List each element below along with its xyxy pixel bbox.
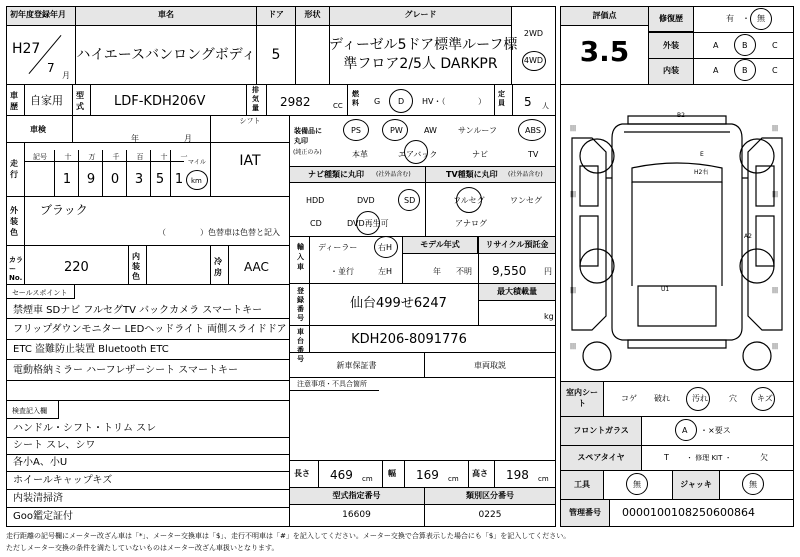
rule [6,471,290,472]
divider [494,84,495,116]
divider [318,460,319,488]
fuel-label: 燃料 [352,90,359,107]
shape-label: 形状 [304,10,321,19]
mgmt-value: 0000100108250600864 [622,506,755,519]
divider [228,245,229,285]
rule [6,454,290,455]
reg-month-unit: 月 [62,71,70,80]
jack-circle [742,473,764,495]
inspector-line: ホイールキャップキズ [13,475,113,486]
exterior-a: A [713,41,719,50]
mileage-head: 万 [88,153,96,161]
type-no-value: 16609 [342,510,371,520]
glass-x: ・×要ス [700,426,731,435]
nav-dvd-play-circle [356,211,380,235]
max-load-label: 最大積載量 [497,287,537,296]
spare-kit: ・ 修理 KIT ・ [686,454,732,462]
nav-title-sub: (社外品含む) [376,171,411,178]
shaken-label: 車検 [30,125,46,134]
length-unit: cm [362,475,373,483]
tv-title-sub: (社外品含む) [508,171,543,178]
height-value: 198 [506,468,529,482]
seat-scratch-circle [751,387,775,411]
model-year-label: モデル年式 [420,240,460,249]
divider [382,460,383,488]
inspector-line: 内装清掃済 [13,493,63,504]
seat-tear: 破れ [654,394,670,403]
diagram-label-a2: A2 [744,233,752,240]
interior-c: C [772,66,778,75]
shape-cell [295,25,330,85]
glass-a: A [682,426,688,435]
seat-dirt: 汚れ [692,394,708,403]
color-no-label: カラーNo. [9,256,23,282]
color-note-open: （ [158,228,166,237]
mileage-head: 一 [180,153,188,161]
equip-abs: ABS [525,126,541,135]
diagram-mark: ||| [570,191,577,198]
inspector-line: 各小A、小U [13,457,68,468]
nav-dvd-play: DVD再生可 [347,219,389,228]
eval-value: 3.5 [579,35,630,68]
divider [289,390,379,391]
chassis-value: KDH206-8091776 [351,332,467,347]
nav-sd-circle [398,189,420,211]
import-left: 左H [378,267,393,276]
repair-yes: 有 [726,14,734,23]
height-label: 高さ [472,469,488,478]
grade-label: グレード [404,10,437,19]
sales-box [6,284,290,401]
diagram-mark: ||| [570,343,577,350]
equip-aw: AW [424,126,437,135]
tools-label: 工具 [574,480,590,489]
divider [468,460,469,488]
capacity-value: 5 [524,95,532,109]
drive-4wd-circle [522,51,546,71]
mileage-digit: 3 [134,172,144,187]
plate-value: 仙台499せ6247 [350,296,447,311]
drive-4wd: 4WD [523,56,544,65]
glass-a-circle [675,419,697,441]
class-no-value: 0225 [478,510,502,520]
mileage-digit: 1 [62,172,72,187]
shift-value: IAT [239,153,261,169]
car-name: ハイエースバンロングボディ [76,47,256,63]
tools-circle [626,473,648,495]
spare-none: 欠 [760,453,768,462]
divider [347,84,348,116]
divider [246,84,247,116]
equip-airbag-circle [404,140,428,164]
diagram-mark: ||| [570,125,577,132]
diagram-label-e: E [700,151,704,158]
mileage-digit: 5 [155,172,165,187]
equip-ps-circle [343,119,369,141]
interior-score-label: 内装 [663,66,679,75]
diagram-mark: ||| [772,343,779,350]
model-year-value: 不明 [456,267,472,276]
equip-tv: TV [528,150,539,159]
max-load-unit: kg [544,312,554,321]
length-value: 469 [330,468,353,482]
diagram-label-u1: U1 [661,286,670,293]
year-unit: 年 [131,134,139,143]
fuel-hv: HV・（ [422,97,446,106]
reg-year-label: 初年度登録年月 [10,10,66,19]
door-label: ドア [268,10,284,19]
grade-line1: ディーゼル5ドア標準ルーフ標 [329,37,518,53]
shift-label: シフト [239,117,261,125]
car-name-label: 車名 [158,10,174,19]
width-label: 幅 [388,469,396,478]
reg-era: H27 [12,41,41,57]
width-unit: cm [448,475,459,483]
diagram-mark: ||| [772,191,779,198]
divider [74,284,75,299]
footer-line2: ただしメーター交換の条件を満たしていないものはメーター改ざん車扱いとなります。 [6,544,279,552]
seat-dirt-circle [686,387,710,411]
seat-scorch: コゲ [621,394,637,403]
inspector-line: ハンドル・シフト・トリム スレ [13,423,157,434]
import-label: 輸入車 [297,243,304,271]
repair-no: 無 [757,14,765,23]
tv-fullseg-circle [456,187,482,213]
divider [24,245,25,285]
tools-value: 無 [633,480,641,489]
equip-pw-circle [382,119,408,141]
fuel-g: G [374,97,381,106]
length-label: 長さ [294,469,310,478]
mileage-row [6,142,290,197]
spare-t: T [664,453,669,462]
drive-2wd: 2WD [523,29,544,38]
tv-title: TV種類に丸印 [446,170,498,179]
nav-hdd: HDD [306,196,325,205]
notes-label: 注意事項・不具合箇所 [297,380,367,388]
sales-line: フリップダウンモニター LEDヘッドライト 両側スライドドア [13,324,287,335]
equipment-label: 装備品に丸印 [294,127,322,145]
model-year-year: 年 [433,267,441,276]
divider [90,84,91,116]
nav-sd: SD [404,196,416,205]
divider [309,283,310,326]
divider [24,84,25,116]
divider [404,460,405,488]
divider [146,245,147,285]
glass-label: フロントガラス [573,426,629,435]
exterior-b: B [742,41,748,50]
rule [6,489,290,490]
divider [24,196,25,246]
divider [72,84,73,116]
equip-leather: 本革 [352,150,368,159]
usage-label: 車歴 [10,91,18,111]
manual: 車両取説 [474,361,506,370]
equip-airbag: エアバック [398,150,438,159]
tv-analog: アナログ [455,219,487,228]
interior-b-circle [734,59,756,81]
inspector-line: Goo鑑定証付 [13,511,73,522]
class-no-label: 類別区分番号 [466,491,514,500]
grade-cell [329,25,518,85]
spare-label: スペアタイヤ [577,453,625,462]
equip-ps: PS [351,126,361,135]
rule [6,380,290,381]
model-label: 型式 [76,91,84,111]
mgmt-label: 管理番号 [569,508,601,517]
fuel-d-circle [389,89,413,113]
drive-cell [511,6,556,85]
divider [128,245,129,285]
mileage-digit: 0 [110,172,120,187]
import-parallel: ・並行 [330,267,354,276]
sales-line: 電動格納ミラー ハーフレザーシート スマートキー [13,365,239,376]
import-right-circle [374,236,398,258]
divider [6,298,74,299]
chassis-label: 車台番号 [297,328,304,363]
model-value: LDF-KDH206V [114,94,206,109]
exterior-b-circle [734,34,756,56]
car-diagram [562,86,792,380]
recycle-label: リサイクル預託金 [485,240,549,249]
ac-label: 冷房 [214,257,222,277]
grade-line2: 準フロア2/5人 DARKPR [343,56,498,72]
seat-scratch: キズ [757,394,773,403]
nav-title: ナビ種類に丸印 [308,170,364,179]
tv-fullseg: フルセグ [453,196,485,205]
type-no-label: 型式指定番号 [332,491,381,500]
color-label: 外装色 [10,206,18,237]
plate-label: 登録番号 [297,287,304,322]
equip-sunroof: サンルーフ [458,126,497,135]
repair-no-circle [750,8,772,30]
rule [6,507,290,508]
displacement-label: 排気量 [252,86,259,112]
rule [6,318,290,319]
equipment-label-sub: (純正のみ) [293,149,322,156]
divider [6,418,58,419]
recycle-unit: 円 [544,267,552,276]
import-dealer: ディーラー [318,243,358,252]
seat-hole: 穴 [729,394,737,403]
equip-pw: PW [390,126,403,135]
diagram-mark: ||| [772,287,779,294]
int-color-label: 内装色 [132,252,140,281]
new-car-warranty: 新車保証書 [336,361,377,370]
divider [512,84,513,116]
mileage-head: 十 [160,153,168,161]
exterior-c: C [772,41,778,50]
fuel-d: D [398,97,405,106]
nav-dvd: DVD [357,196,375,205]
divider [309,236,310,284]
height-unit: cm [538,475,549,483]
sales-label: セールスポイント [12,289,68,297]
mileage-head: 百 [136,153,144,161]
sales-line: ETC 盗難防止装置 Bluetooth ETC [13,344,169,355]
jack-value: 無 [749,480,757,489]
inspector-label: 検査記入欄 [12,407,47,415]
rule [6,359,290,360]
divider [266,84,267,116]
equip-abs-circle [518,119,546,141]
mileage-head: 十 [64,153,72,161]
divider [24,142,25,197]
inspector-line: シート スレ、シワ [13,440,96,451]
month-unit: 月 [184,134,192,143]
seat-label: 室内シート [566,388,598,408]
displacement-unit: CC [333,102,343,110]
color-no-value: 220 [64,260,89,275]
footer-line1: 走行距離の記号欄にメーター改ざん車は「*」、メーター交換車は「$」、走行不明車は「#」を記入してください。メーター交換で合算表示した場合にも「$」を記入してください。 [6,532,571,540]
exterior-label: 外装 [663,41,679,50]
eval-label: 評価点 [592,11,617,20]
sales-line: 禁煙車 SDナビ フルセグTV バックカメラ スマートキー [13,305,263,316]
diagram-label-h2: H2右 [694,169,709,176]
mileage-label: 走行 [10,159,18,179]
color-note: ）色替車は色替と記入 [200,228,280,237]
interior-b: B [742,66,748,75]
tv-oneseg: ワンセグ [510,196,542,205]
mileage-digit: 1 [174,172,184,187]
fuel-close: ） [478,97,486,106]
interior-a: A [713,66,719,75]
door-value: 5 [271,47,281,63]
divider [494,460,495,488]
ac-value: AAC [244,260,269,274]
repair-dot: ・ [742,14,750,23]
usage-value: 自家用 [30,94,63,107]
width-value: 169 [416,468,439,482]
jack-label: ジャッキ [680,480,712,489]
reg-month: 7 [47,61,55,75]
rule [6,437,290,438]
displacement-value: 2982 [280,95,311,109]
capacity-unit: 人 [542,102,549,110]
divider [210,245,211,285]
capacity-label: 定員 [498,90,505,107]
repair-label: 修復歴 [659,14,683,23]
diagram-mark: ||| [772,125,779,132]
divider [58,400,59,419]
mileage-head: 記号 [33,153,47,161]
mileage-km-circle [186,170,208,190]
mileage-digit: 9 [86,172,96,187]
diagram-label-b2: B2 [677,112,685,119]
recycle-value: 9,550 [492,264,527,278]
rule [6,339,290,340]
mileage-head: 千 [112,153,120,161]
mileage-unit-km: km [191,177,202,185]
color-value: ブラック [40,203,88,217]
divider [72,115,73,143]
mileage-unit-mile: マイル [188,159,206,166]
import-right: 右H [378,243,393,252]
diagram-mark: ||| [570,287,577,294]
nav-cd: CD [310,219,322,228]
equip-navi: ナビ [472,150,488,159]
